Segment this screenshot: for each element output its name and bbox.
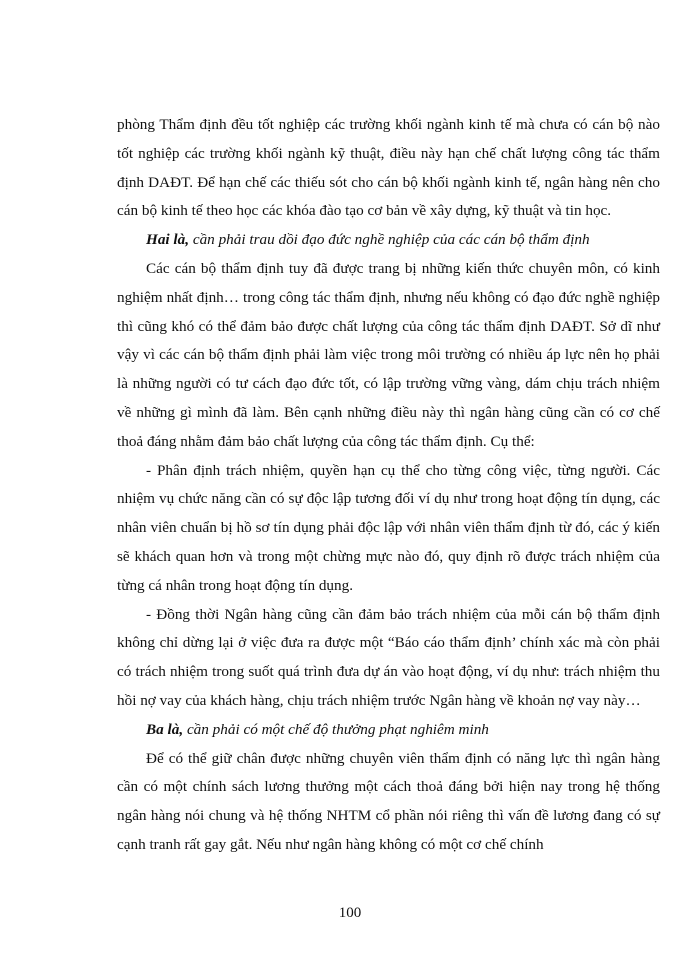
- paragraph-intro: phòng Thẩm định đều tốt nghiệp các trường khối ngành kinh tế mà chưa có cán bộ nào tốt nghiệp các trường khối ngành kỹ thuật, điều này hạn chế chất lượng công tác thẩm định DAĐT. Để hạn chế các thiếu sót cho cán bộ khối ngành kinh tế, ngân hàng nên cho cán bộ kinh tế theo học các khóa đào tạo cơ bản về xây dựng, kỹ thuật và tin học.: [117, 116, 660, 220]
- bullet-appraisal-responsibility: - Đồng thời Ngân hàng cũng cần đảm bảo trách nhiệm của mỗi cán bộ thẩm định không chỉ dừng lại ở việc đưa ra được một “Báo cáo thẩm định’ chính xác mà còn phải có trách nhiệm trong suốt quá trình đưa dự án vào hoạt động, ví dụ như: trách nhiệm thu hồi nợ vay của khách hàng, chịu trách nhiệm trước Ngân hàng về khoản nợ vay này…: [117, 605, 660, 709]
- heading-hai-la-text: cần phải trau dồi đạo đức nghề nghiệp của các cán bộ thẩm định: [189, 231, 590, 249]
- heading-hai-la: [117, 226, 660, 255]
- heading-ba-la: [117, 716, 660, 745]
- heading-ba-la-lead: Ba là,: [146, 720, 184, 738]
- paragraph-professional-ethics: Các cán bộ thẩm định tuy đã được trang bị những kiến thức chuyên môn, có kinh nghiệm nhất định… trong công tác thẩm định, nhưng nếu không có đạo đức nghề nghiệp thì cũng khó có thể đảm bảo được chất lượng của công tác thẩm định DAĐT. Sở dĩ như vậy vì các cán bộ thẩm định phải làm việc trong môi trường có nhiều áp lực nên họ phải là những người có tư cách đạo đức tốt, có lập trường vững vàng, dám chịu trách nhiệm về những gì mình đã làm. Bên cạnh những điều này thì ngân hàng cũng cần có cơ chế thoả đáng nhằm đảm bảo chất lượng của công tác thẩm định. Cụ thể:: [117, 259, 660, 450]
- paragraph-reward-policy: Để có thể giữ chân được những chuyên viên thẩm định có năng lực thì ngân hàng cần có một chính sách lương thưởng một cách thoả đáng bởi hiện nay trong hệ thống ngân hàng nói chung và hệ thống NHTM cổ phần nói riêng thì vấn đề lương đang có sự cạnh tranh rất gay gắt. Nếu như ngân hàng không có một cơ chế chính: [117, 749, 660, 853]
- heading-hai-la-lead: Hai là,: [146, 231, 190, 249]
- heading-ba-la-text: cần phải có một chế độ thưởng phạt nghiêm minh: [183, 720, 489, 738]
- page-number: 100: [338, 905, 362, 921]
- bullet-responsibility-division: - Phân định trách nhiệm, quyền hạn cụ thể cho từng công việc, từng người. Các nhiệm vụ chức năng cần có sự độc lập tương đối ví dụ như trong hoạt động tín dụng, các nhân viên chuẩn bị hồ sơ tín dụng phải độc lập với nhân viên thẩm định từ đó, các ý kiến sẽ khách quan hơn và trong một chừng mực nào đó, quy định rõ được trách nhiệm của từng cá nhân trong hoạt động tín dụng.: [117, 461, 660, 594]
- body-text: [117, 111, 660, 860]
